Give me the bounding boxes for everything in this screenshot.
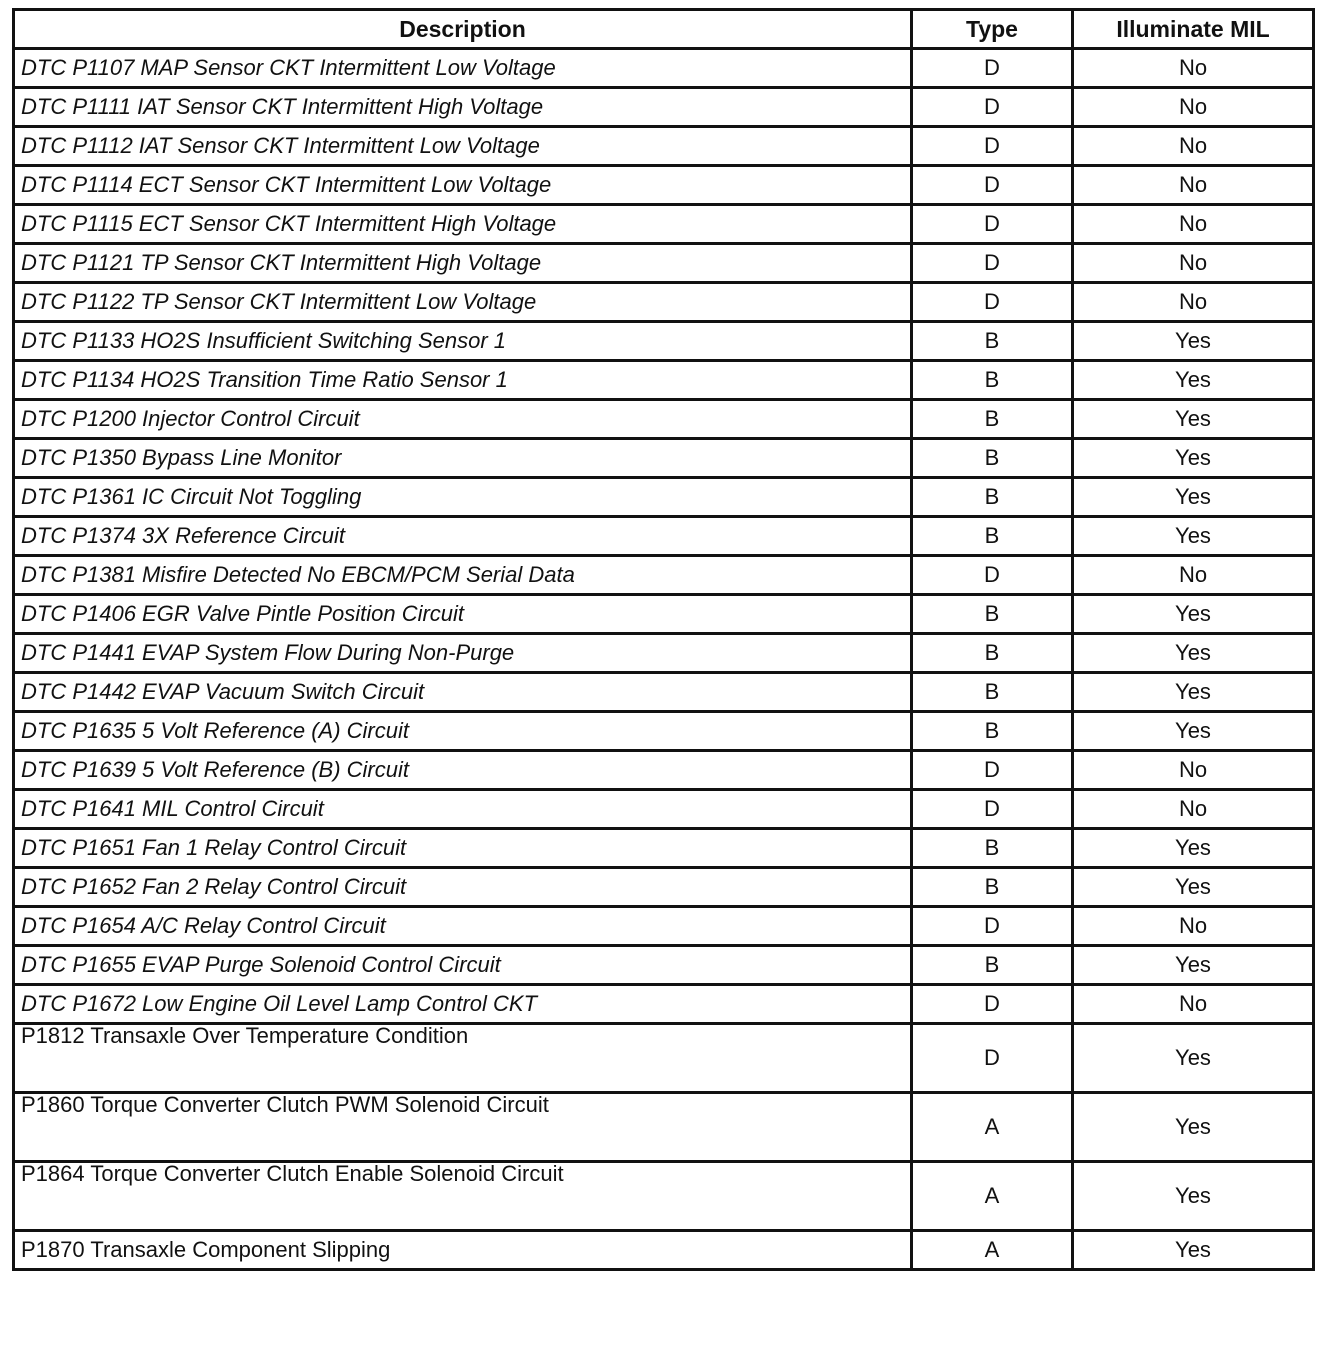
dtc-description-cell: DTC P1381 Misfire Detected No EBCM/PCM Serial Data [14,556,912,595]
dtc-description-cell: DTC P1641 MIL Control Circuit [14,790,912,829]
dtc-type-cell: B [912,868,1073,907]
dtc-type-cell: B [912,322,1073,361]
dtc-description-cell: DTC P1639 5 Volt Reference (B) Circuit [14,751,912,790]
table-row [14,205,1314,244]
dtc-mil-cell: Yes [1073,361,1314,400]
dtc-mil-cell: Yes [1073,478,1314,517]
dtc-description-cell: DTC P1350 Bypass Line Monitor [14,439,912,478]
dtc-description-cell: P1812 Transaxle Over Temperature Condition [14,1024,912,1093]
table-row [14,166,1314,205]
dtc-description-cell: DTC P1114 ECT Sensor CKT Intermittent Low Voltage [14,166,912,205]
table-row [14,244,1314,283]
table-row [14,400,1314,439]
dtc-mil-cell: No [1073,205,1314,244]
dtc-description-cell: DTC P1655 EVAP Purge Solenoid Control Circuit [14,946,912,985]
dtc-type-cell: B [912,400,1073,439]
dtc-mil-cell: Yes [1073,439,1314,478]
header-description: Description [14,10,912,49]
dtc-type-cell: D [912,907,1073,946]
dtc-description-cell: P1860 Torque Converter Clutch PWM Solenoid Circuit [14,1093,912,1162]
dtc-type-cell: D [912,244,1073,283]
dtc-type-cell: D [912,127,1073,166]
table-row [14,478,1314,517]
dtc-description-cell: P1864 Torque Converter Clutch Enable Solenoid Circuit [14,1162,912,1231]
table-body [14,49,1314,1270]
dtc-description-cell: DTC P1111 IAT Sensor CKT Intermittent High Voltage [14,88,912,127]
dtc-type-cell: B [912,517,1073,556]
table-row [14,1093,1314,1162]
header-row [14,10,1314,49]
dtc-type-cell: B [912,829,1073,868]
table-row [14,517,1314,556]
dtc-mil-cell: Yes [1073,946,1314,985]
dtc-mil-cell: Yes [1073,1024,1314,1093]
dtc-description-cell: DTC P1672 Low Engine Oil Level Lamp Control CKT [14,985,912,1024]
dtc-type-cell: D [912,88,1073,127]
dtc-mil-cell: No [1073,985,1314,1024]
dtc-description-cell: DTC P1121 TP Sensor CKT Intermittent High Voltage [14,244,912,283]
table-row [14,49,1314,88]
dtc-description-cell: DTC P1361 IC Circuit Not Toggling [14,478,912,517]
table-row [14,88,1314,127]
dtc-description-cell: DTC P1652 Fan 2 Relay Control Circuit [14,868,912,907]
dtc-mil-cell: No [1073,49,1314,88]
dtc-description-cell: DTC P1654 A/C Relay Control Circuit [14,907,912,946]
dtc-table [12,8,1315,1271]
dtc-type-cell: D [912,205,1073,244]
dtc-type-cell: D [912,790,1073,829]
dtc-mil-cell: Yes [1073,829,1314,868]
dtc-description-cell: DTC P1441 EVAP System Flow During Non-Purge [14,634,912,673]
dtc-mil-cell: No [1073,283,1314,322]
dtc-type-cell: D [912,1024,1073,1093]
dtc-description-cell: DTC P1406 EGR Valve Pintle Position Circuit [14,595,912,634]
dtc-description-cell: DTC P1200 Injector Control Circuit [14,400,912,439]
dtc-mil-cell: No [1073,166,1314,205]
table-row [14,907,1314,946]
dtc-description-cell: DTC P1112 IAT Sensor CKT Intermittent Low Voltage [14,127,912,166]
table-row [14,1162,1314,1231]
dtc-mil-cell: No [1073,907,1314,946]
dtc-type-cell: B [912,361,1073,400]
table-row [14,322,1314,361]
dtc-type-cell: B [912,712,1073,751]
table-row [14,1024,1314,1093]
dtc-description-cell: P1870 Transaxle Component Slipping [14,1231,912,1270]
dtc-mil-cell: Yes [1073,517,1314,556]
dtc-type-cell: B [912,673,1073,712]
table-row [14,868,1314,907]
dtc-mil-cell: Yes [1073,868,1314,907]
dtc-type-cell: A [912,1093,1073,1162]
dtc-type-cell: D [912,166,1073,205]
dtc-type-cell: A [912,1231,1073,1270]
dtc-description-cell: DTC P1374 3X Reference Circuit [14,517,912,556]
dtc-mil-cell: Yes [1073,1093,1314,1162]
dtc-mil-cell: Yes [1073,595,1314,634]
dtc-description-cell: DTC P1107 MAP Sensor CKT Intermittent Low Voltage [14,49,912,88]
dtc-mil-cell: No [1073,751,1314,790]
dtc-mil-cell: Yes [1073,673,1314,712]
table-row [14,751,1314,790]
dtc-mil-cell: Yes [1073,322,1314,361]
table-row [14,1231,1314,1270]
header-illuminate-mil: Illuminate MIL [1073,10,1314,49]
table-row [14,829,1314,868]
dtc-type-cell: B [912,595,1073,634]
dtc-type-cell: D [912,751,1073,790]
dtc-mil-cell: No [1073,127,1314,166]
dtc-description-cell: DTC P1133 HO2S Insufficient Switching Sensor 1 [14,322,912,361]
table-row [14,712,1314,751]
dtc-type-cell: D [912,49,1073,88]
table-row [14,673,1314,712]
table-row [14,283,1314,322]
dtc-mil-cell: No [1073,556,1314,595]
dtc-description-cell: DTC P1442 EVAP Vacuum Switch Circuit [14,673,912,712]
dtc-mil-cell: Yes [1073,712,1314,751]
dtc-type-cell: B [912,946,1073,985]
table-row [14,946,1314,985]
table-row [14,556,1314,595]
header-type: Type [912,10,1073,49]
dtc-type-cell: D [912,283,1073,322]
dtc-type-cell: B [912,634,1073,673]
dtc-type-cell: D [912,556,1073,595]
dtc-mil-cell: Yes [1073,1231,1314,1270]
dtc-mil-cell: Yes [1073,400,1314,439]
table-row [14,361,1314,400]
dtc-description-cell: DTC P1122 TP Sensor CKT Intermittent Low Voltage [14,283,912,322]
table-row [14,439,1314,478]
dtc-mil-cell: Yes [1073,634,1314,673]
dtc-mil-cell: No [1073,244,1314,283]
dtc-description-cell: DTC P1635 5 Volt Reference (A) Circuit [14,712,912,751]
table-row [14,790,1314,829]
table-row [14,985,1314,1024]
dtc-description-cell: DTC P1651 Fan 1 Relay Control Circuit [14,829,912,868]
dtc-type-cell: D [912,985,1073,1024]
dtc-description-cell: DTC P1134 HO2S Transition Time Ratio Sensor 1 [14,361,912,400]
dtc-type-cell: A [912,1162,1073,1231]
table-row [14,634,1314,673]
dtc-type-cell: B [912,439,1073,478]
dtc-mil-cell: No [1073,88,1314,127]
dtc-type-cell: B [912,478,1073,517]
table-row [14,127,1314,166]
table-row [14,595,1314,634]
dtc-mil-cell: Yes [1073,1162,1314,1231]
dtc-mil-cell: No [1073,790,1314,829]
dtc-description-cell: DTC P1115 ECT Sensor CKT Intermittent High Voltage [14,205,912,244]
